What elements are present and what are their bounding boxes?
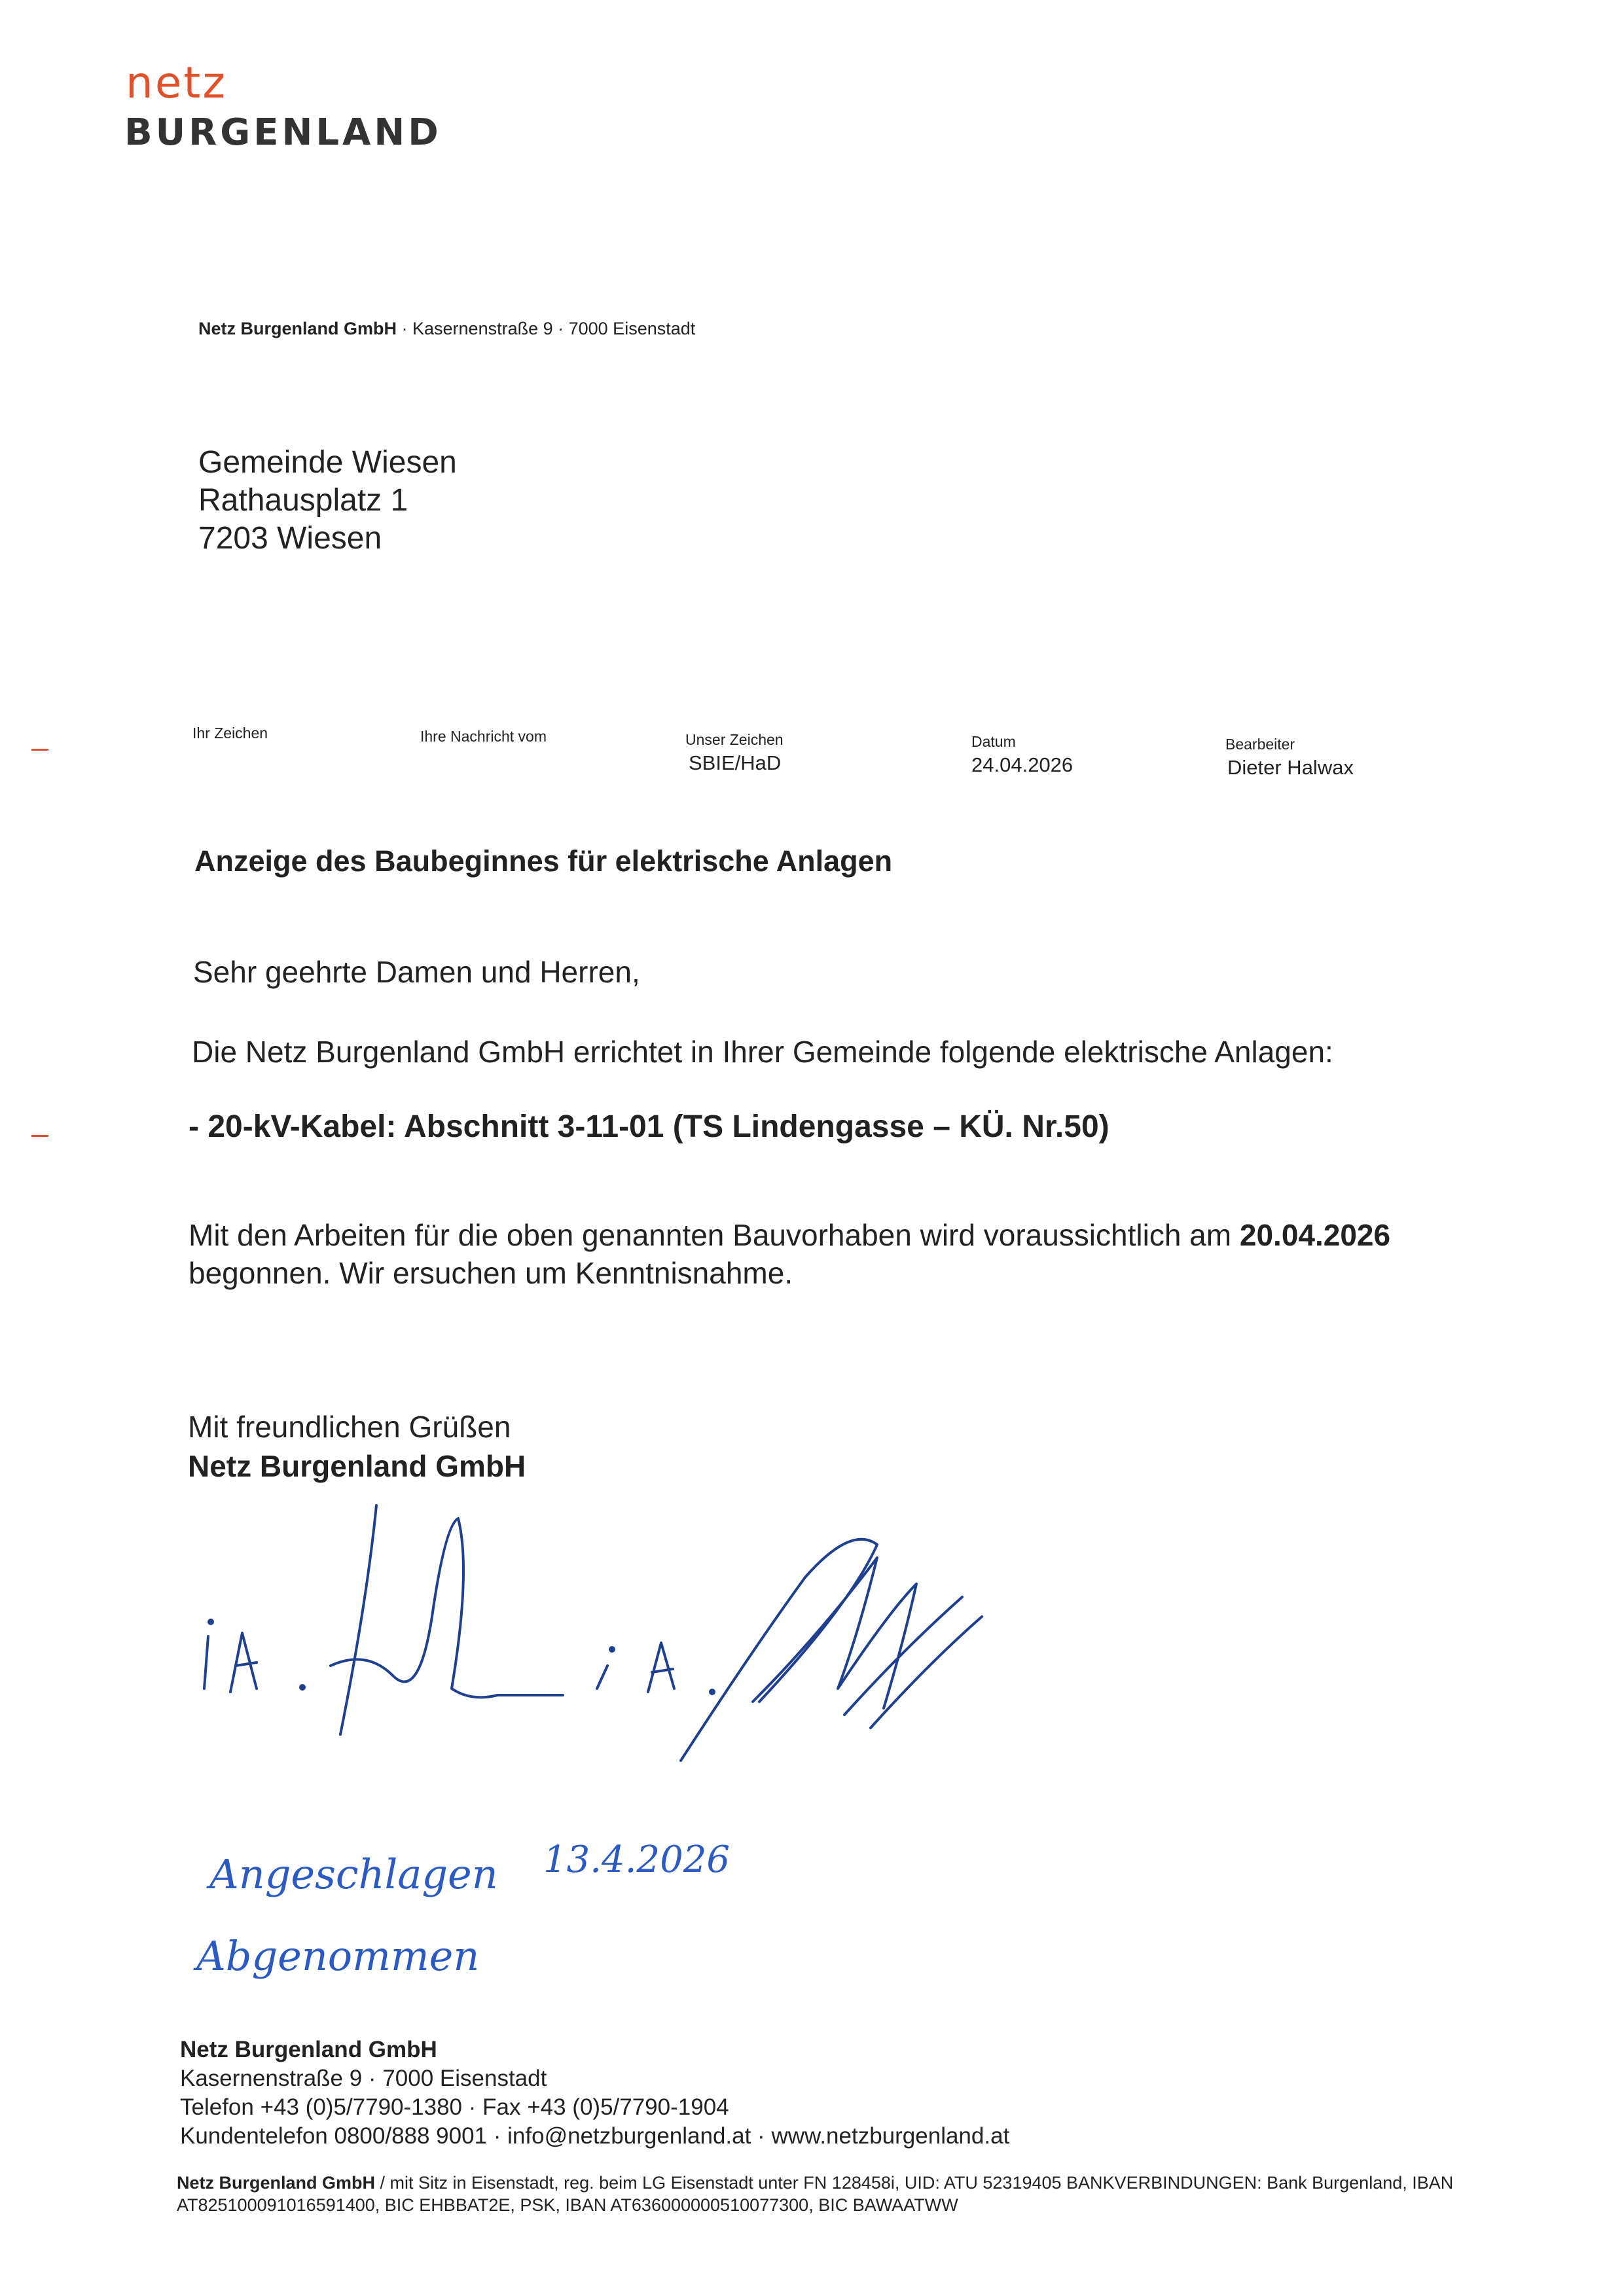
bearbeiter-label: Bearbeiter: [1225, 736, 1295, 753]
intro-text: Die Netz Burgenland GmbH errichtet in Ihrer Gemeinde folgende elektrische Anlagen:: [192, 1035, 1333, 1069]
note-abgenommen: Abgenommen: [196, 1932, 480, 1980]
datum-label: Datum: [971, 733, 1016, 750]
recipient-line-1: Gemeinde Wiesen: [198, 445, 457, 480]
sender-company: Netz Burgenland GmbH: [198, 319, 397, 338]
logo-burgenland: BURGENLAND: [124, 111, 442, 154]
start-date: 20.04.2026: [1239, 1218, 1391, 1252]
letter-subject: Anzeige des Baubeginnes für elektrische Anlagen: [194, 844, 893, 878]
footer-address: Kasernenstraße 9 · 7000 Eisenstadt: [180, 2066, 547, 2091]
logo-netz: netz: [126, 58, 227, 108]
sender-address: · Kasernenstraße 9 · 7000 Eisenstadt: [397, 319, 696, 338]
unser-zeichen-label: Unser Zeichen: [685, 731, 784, 748]
recipient-line-3: 7203 Wiesen: [198, 521, 382, 556]
cable-item: - 20-kV-Kabel: Abschnitt 3-11-01 (TS Lindengasse – KÜ. Nr.50): [189, 1109, 1110, 1144]
salutation: Sehr geehrte Damen und Herren,: [193, 955, 640, 989]
legal-company: Netz Burgenland GmbH: [177, 2173, 376, 2193]
closing-greeting: Mit freundlichen Grüßen: [188, 1410, 511, 1444]
note-date: 13.4.2026: [543, 1839, 731, 1881]
footer-phone: Telefon +43 (0)5/7790-1380 · Fax +43 (0)5/7790-1904: [180, 2094, 729, 2120]
bearbeiter-value: Dieter Halwax: [1227, 756, 1354, 779]
footer-contact: Kundentelefon 0800/888 9001 · info@netzburgenland.at · www.netzburgenland.at: [180, 2123, 1010, 2149]
legal-text: / mit Sitz in Eisenstadt, reg. beim LG Eisenstadt unter FN 128458i, UID: ATU 52319405 BANKVERBINDUNGEN: Bank Burgenland, IBAN AT825100091016591400, BIC EHBBAT2E, PSK, IBAN AT636000000510077300, BIC BAWAATWW: [177, 2173, 1454, 2215]
legal-info: [177, 2172, 1486, 2216]
footer: [180, 2036, 1009, 2151]
footer-company: Netz Burgenland GmbH: [180, 2037, 437, 2062]
paragraph-part-2: begonnen. Wir ersuchen um Kenntnisnahme.: [189, 1256, 793, 1290]
unser-zeichen-value: SBIE/HaD: [689, 751, 782, 774]
paragraph-part-1: Mit den Arbeiten für die oben genannten Bauvorhaben wird voraussichtlich am: [189, 1218, 1240, 1252]
note-angeschlagen: Angeschlagen: [209, 1850, 498, 1898]
recipient-line-2: Rathausplatz 1: [198, 483, 408, 518]
datum-value: 24.04.2026: [971, 753, 1074, 776]
ihr-zeichen-label: Ihr Zeichen: [192, 725, 268, 742]
closing-company: Netz Burgenland GmbH: [188, 1449, 526, 1483]
ihre-nachricht-label: Ihre Nachricht vom: [420, 728, 547, 745]
